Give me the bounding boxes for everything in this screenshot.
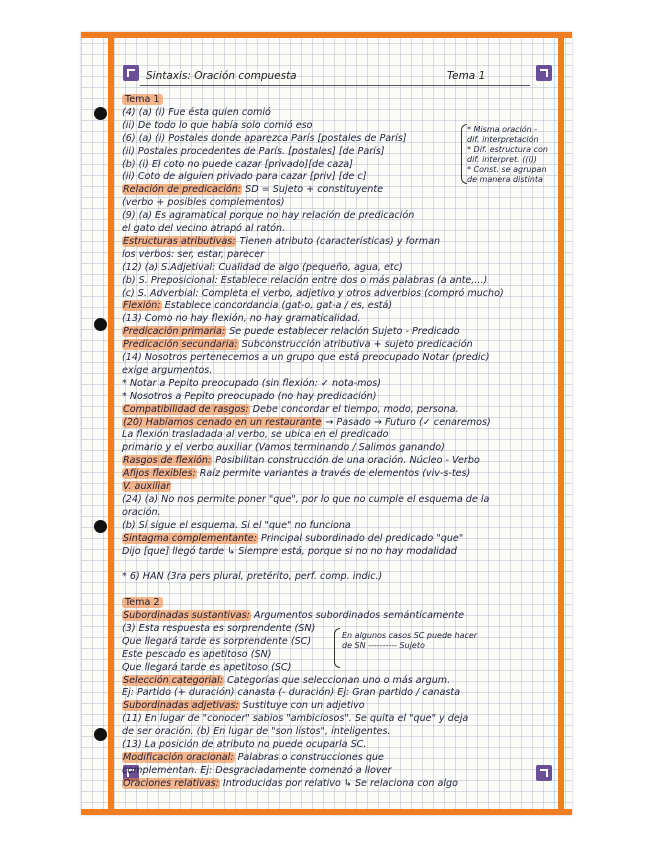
side-note-line: dif. interpret. ((i))	[467, 155, 537, 164]
note-line	[122, 454, 552, 467]
orange-border-left	[108, 32, 114, 815]
note-line	[122, 403, 552, 416]
side-note-brace	[461, 124, 467, 184]
note-text: Que llegará tarde es sorprendente (SC)	[122, 635, 312, 647]
note-line	[122, 751, 552, 764]
note-text: Raíz permite variantes a través de elementos (viv-s-tes)	[196, 468, 471, 480]
note-line	[122, 312, 552, 325]
highlighted-term: Subordinadas sustantivas:	[123, 610, 250, 621]
note-line	[122, 222, 552, 235]
note-text: el gato del vecino atrapó al ratón.	[122, 223, 286, 234]
note-text: * Notar a Pepito preocupado (sin flexión: ✓ nota-mos)	[122, 377, 382, 389]
corner-mark-icon	[123, 65, 139, 81]
note-text: (ii) De todo lo que había solo comió eso	[122, 119, 313, 131]
note-line	[122, 416, 552, 429]
side-note-line: * Misma oración -	[467, 125, 538, 134]
highlighted-term: V. auxiliar	[123, 481, 171, 492]
note-text: (9) (a) Es agramatical porque no hay relación de predicación	[122, 210, 415, 222]
note-text: (6) (a) (i) Postales donde aparezca París [postales de París]	[122, 132, 407, 144]
note-text: (b) Sí sigue el esquema. Si el "que" no funciona	[122, 519, 351, 531]
binder-hole-3	[94, 520, 107, 533]
note-text: Debe concordar el tiempo, modo, persona.	[249, 403, 459, 415]
note-line	[122, 506, 552, 519]
note-line	[122, 519, 552, 532]
note-text: oración.	[122, 506, 161, 518]
note-line	[122, 287, 552, 300]
note-line	[122, 480, 552, 493]
highlighted-term: Selección categorial:	[123, 674, 223, 686]
note-text: Posibilitan construcción de una oración. Núcleo - Verbo	[212, 455, 480, 467]
section-heading: Tema 2	[122, 597, 163, 608]
note-line	[122, 493, 552, 506]
note-text: (3) Esta respuesta es sorprendente (SN)	[122, 622, 316, 634]
highlighted-term: Subordinadas adjetivas:	[123, 700, 239, 712]
note-line	[122, 183, 552, 196]
note-line	[122, 338, 552, 351]
highlighted-term: Flexión:	[123, 300, 161, 312]
note-line	[122, 274, 552, 287]
note-line	[122, 467, 552, 480]
orange-border-bottom	[81, 809, 572, 815]
corner-mark-icon	[536, 65, 552, 81]
note-line	[122, 235, 552, 248]
note-line	[122, 570, 552, 583]
binder-hole-2	[94, 318, 107, 331]
section-heading: Tema 1	[122, 94, 163, 105]
note-text: SD = Sujeto + constituyente	[242, 184, 384, 196]
note-text: Establece concordancia (gat-o, gat-a / es, está)	[161, 300, 393, 312]
side-note-line: de SN ---------- Sujeto	[342, 641, 425, 650]
note-line	[122, 764, 552, 777]
note-text: Subconstrucción atributiva + sujeto predicación	[238, 339, 473, 351]
note-text: (24) (a) No nos permite poner "que", por lo que no cumple el esquema de la	[122, 493, 490, 505]
note-line	[122, 777, 552, 790]
note-line	[122, 712, 552, 725]
note-text: (c) S. Adverbial: Completa el verbo, adjetivo y otros adverbios (compró mucho)	[122, 287, 504, 299]
note-text: Tienen atributo (características) y forman	[236, 235, 441, 247]
note-text: Principal subordinado del predicado "que"	[257, 532, 464, 544]
note-text: → Pasado → Futuro (✓ cenaremos)	[322, 416, 491, 428]
note-text: Se puede establecer relación Sujeto - Predicado	[226, 326, 460, 338]
page-title: Sintaxis: Oración compuesta	[146, 70, 297, 82]
highlighted-term: (20) Habíamos cenado en un restaurante	[123, 416, 322, 428]
binder-hole-1	[94, 107, 107, 120]
note-text: (b) (i) El coto no puede cazar [privado][de caza]	[122, 158, 353, 170]
note-text: Que llegará tarde es apetitoso (SC)	[122, 661, 292, 673]
highlighted-term: Predicación primaria:	[123, 326, 226, 338]
note-line	[122, 674, 552, 687]
note-text: (13) Como no hay flexión, no hay gramaticalidad.	[122, 313, 361, 325]
highlighted-term: Afijos flexibles:	[123, 468, 196, 480]
side-note-line: de manera distinta	[467, 175, 543, 184]
note-text: (13) La posición de atributo no puede ocuparla SC.	[122, 739, 367, 750]
highlighted-term: Sintagma complementante:	[123, 532, 257, 544]
note-line	[122, 699, 552, 712]
note-line	[122, 441, 552, 454]
note-text: * Nosotros a Pepito preocupado (no hay predicación)	[122, 390, 377, 402]
note-text: (4) (a) (i) Fue ésta quien comió	[122, 106, 271, 118]
note-text: Introducidas por relativo ↳ Se relaciona con algo	[219, 777, 458, 789]
side-note-line: En algunos casos SC puede hacer	[342, 631, 478, 640]
note-text: los verbos: ser, estar, parecer	[122, 248, 265, 260]
page-tema: Tema 1	[447, 70, 486, 82]
note-line	[122, 596, 552, 609]
note-line	[122, 106, 552, 119]
note-line	[122, 93, 552, 106]
note-line	[122, 299, 552, 312]
highlighted-term: Estructuras atributivas:	[123, 235, 236, 247]
note-text: Este pescado es apetitoso (SN)	[122, 648, 272, 660]
note-line	[122, 377, 552, 390]
side-note-line: * Dif. estructura con	[467, 145, 548, 154]
note-text: exige argumentos.	[122, 364, 213, 376]
note-line	[122, 390, 552, 403]
note-text: Sustituye con un adjetivo	[239, 700, 365, 712]
note-text: primario y el verbo auxiliar (Vamos terminando / Salimos ganando)	[122, 442, 445, 454]
orange-border-right	[558, 32, 564, 815]
header-underline	[140, 85, 530, 86]
note-text: (12) (a) S.Adjetival: Cualidad de algo (pequeño, agua, etc)	[122, 261, 403, 273]
note-text: (ii) Coto de alguien privado para cazar [priv] [de c]	[122, 171, 367, 183]
note-line	[122, 532, 552, 545]
note-line	[122, 738, 552, 751]
binder-hole-4	[94, 728, 107, 741]
note-line	[122, 428, 552, 441]
note-line	[122, 364, 552, 377]
note-text: (verbo + posibles complementos)	[122, 197, 285, 209]
note-text: (14) Nosotros pertenecemos a un grupo que está preocupado Notar (predic)	[122, 352, 490, 363]
note-text: (b) S. Preposicional: Establece relación entre dos o más palabras (a ante,...)	[122, 274, 488, 286]
note-text: (11) En lugar de "conocer" sabios "ambiciosos". Se quita el "que" y deja	[122, 713, 469, 725]
note-line	[122, 209, 552, 222]
note-line	[122, 545, 552, 558]
note-text: de ser oración. (b) En lugar de "son listos", inteligentes.	[122, 726, 391, 738]
orange-border-top	[81, 32, 572, 38]
note-text: * 6) HAN (3ra pers plural, pretérito, perf. comp. indic.)	[122, 571, 383, 583]
note-text: Palabras o construcciones que	[234, 751, 384, 763]
note-text: Categorías que seleccionan uno o más argum.	[223, 674, 451, 686]
note-text: Dijo [que] llegó tarde ↳ Siempre está, porque si no no hay modalidad	[122, 545, 457, 557]
highlighted-term: Predicación secundaria:	[123, 339, 238, 351]
note-text: (ii) Postales procedentes de París. [postales] [de París]	[122, 145, 385, 157]
highlighted-term: Oraciones relativas:	[123, 777, 219, 789]
note-line	[122, 325, 552, 338]
note-line	[122, 351, 552, 364]
side-note-line: * Const. se agrupan	[467, 165, 547, 174]
note-text: La flexión trasladada al verbo, se ubica en el predicado	[122, 429, 389, 441]
note-line	[122, 196, 552, 209]
note-text: Ej: Partido (+ duración) canasta (- duración) Ej: Gran partido / canasta	[122, 687, 461, 699]
note-line	[122, 686, 552, 699]
note-line	[122, 261, 552, 274]
note-line	[122, 609, 552, 622]
highlighted-term: Relación de predicación:	[123, 184, 242, 196]
note-line	[122, 725, 552, 738]
note-text: Argumentos subordinados semánticamente	[250, 610, 465, 621]
note-line	[122, 248, 552, 261]
highlighted-term: Modificación oracional:	[123, 751, 234, 763]
highlighted-term: Compatibilidad de rasgos:	[123, 403, 249, 415]
side-note-brace	[334, 628, 340, 668]
side-note-line: dif. interpretación	[467, 135, 539, 144]
highlighted-term: Rasgos de flexión:	[123, 455, 212, 467]
note-text: complementan. Ej: Desgraciadamente comenzó a llover	[122, 764, 392, 776]
